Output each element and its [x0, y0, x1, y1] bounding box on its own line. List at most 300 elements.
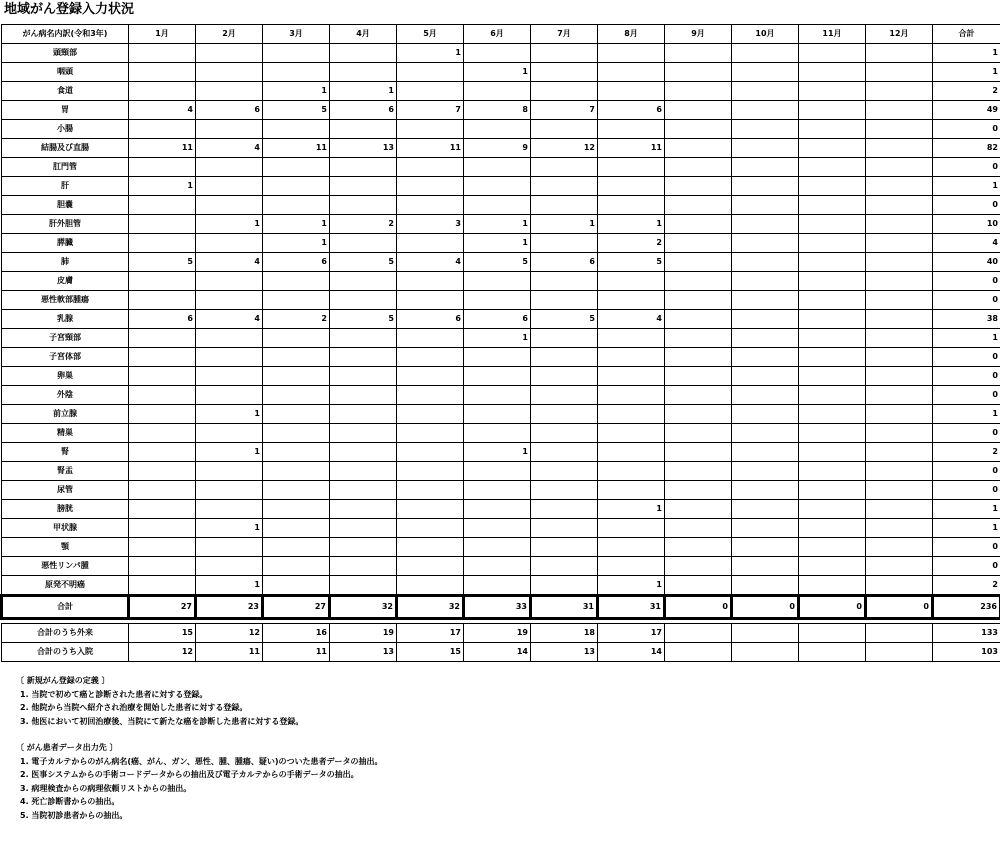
- month-cell: [531, 158, 598, 177]
- month-cell: [799, 120, 866, 139]
- month-cell: [531, 272, 598, 291]
- row-total-cell: 0: [933, 424, 1000, 443]
- month-cell: [598, 405, 665, 424]
- table-row: [2, 234, 1000, 253]
- month-cell: [129, 576, 196, 596]
- month-cell: 6: [196, 101, 263, 120]
- month-cell: [866, 367, 933, 386]
- month-cell: [866, 63, 933, 82]
- month-cell: [129, 500, 196, 519]
- month-cell: [732, 500, 799, 519]
- month-cell: [129, 405, 196, 424]
- month-cell: [799, 329, 866, 348]
- month-cell: [129, 291, 196, 310]
- row-label: 悪性軟部腫瘍: [2, 291, 129, 310]
- table-row: [2, 462, 1000, 481]
- month-cell: [598, 367, 665, 386]
- month-cell: [330, 538, 397, 557]
- row-label: 小腸: [2, 120, 129, 139]
- row-total-cell: 1: [933, 63, 1000, 82]
- month-cell: [464, 367, 531, 386]
- month-cell: [330, 291, 397, 310]
- row-label: 子宮体部: [2, 348, 129, 367]
- row-label: 膵臓: [2, 234, 129, 253]
- month-cell: [196, 557, 263, 576]
- month-cell: [531, 462, 598, 481]
- row-total-cell: 0: [933, 386, 1000, 405]
- row-label: 外陰: [2, 386, 129, 405]
- month-cell: 17: [397, 624, 464, 643]
- month-cell: 19: [330, 624, 397, 643]
- month-cell: [665, 443, 732, 462]
- definition-item: 1. 当院で初めて癌と診断された患者に対する登録。: [20, 689, 208, 699]
- month-cell: [799, 405, 866, 424]
- month-cell: 6: [330, 101, 397, 120]
- row-label: 乳腺: [2, 310, 129, 329]
- month-cell: [598, 82, 665, 101]
- month-cell: 4: [397, 253, 464, 272]
- month-cell: [799, 234, 866, 253]
- month-cell: [464, 158, 531, 177]
- row-label: 甲状腺: [2, 519, 129, 538]
- month-cell: [263, 177, 330, 196]
- month-cell: [263, 158, 330, 177]
- month-cell: [531, 500, 598, 519]
- row-total-cell: 0: [933, 538, 1000, 557]
- month-cell: [598, 291, 665, 310]
- month-cell: 2: [598, 234, 665, 253]
- row-label: 腎盂: [2, 462, 129, 481]
- month-cell: [531, 234, 598, 253]
- table-row: [2, 310, 1000, 329]
- month-cell: [866, 82, 933, 101]
- month-cell: [598, 386, 665, 405]
- month-cell: [866, 215, 933, 234]
- month-cell: [598, 557, 665, 576]
- month-cell: [330, 120, 397, 139]
- month-cell: [531, 291, 598, 310]
- month-cell: [665, 139, 732, 158]
- month-cell: 4: [598, 310, 665, 329]
- row-total-cell: 1: [933, 519, 1000, 538]
- month-cell: [665, 643, 732, 662]
- row-label: 食道: [2, 82, 129, 101]
- month-cell: [665, 500, 732, 519]
- month-cell: 2: [263, 310, 330, 329]
- month-cell: [866, 196, 933, 215]
- month-cell: [397, 386, 464, 405]
- month-cell: 6: [263, 253, 330, 272]
- row-label: 皮膚: [2, 272, 129, 291]
- month-cell: [866, 443, 933, 462]
- month-cell: [263, 576, 330, 596]
- month-cell: [665, 82, 732, 101]
- month-cell: 17: [598, 624, 665, 643]
- month-cell: [866, 462, 933, 481]
- month-cell: [129, 120, 196, 139]
- table-row: [2, 215, 1000, 234]
- month-cell: 23: [196, 596, 263, 619]
- month-cell: [129, 519, 196, 538]
- month-cell: [799, 272, 866, 291]
- column-header: 5月: [397, 25, 464, 44]
- month-cell: 4: [196, 253, 263, 272]
- month-cell: 1: [464, 329, 531, 348]
- column-header: 3月: [263, 25, 330, 44]
- month-cell: [732, 234, 799, 253]
- month-cell: [598, 538, 665, 557]
- month-cell: [531, 63, 598, 82]
- month-cell: 14: [598, 643, 665, 662]
- month-cell: [397, 443, 464, 462]
- month-cell: [531, 348, 598, 367]
- month-cell: [732, 120, 799, 139]
- month-cell: [129, 272, 196, 291]
- month-cell: [665, 481, 732, 500]
- month-cell: [866, 576, 933, 596]
- month-cell: [196, 272, 263, 291]
- row-label: 咽頭: [2, 63, 129, 82]
- month-cell: [665, 624, 732, 643]
- month-cell: 1: [196, 519, 263, 538]
- month-cell: [330, 177, 397, 196]
- month-cell: [866, 329, 933, 348]
- month-cell: [330, 367, 397, 386]
- table-row: [2, 424, 1000, 443]
- month-cell: [330, 329, 397, 348]
- table-row: [2, 557, 1000, 576]
- definition-heading: 〔 新規がん登録の定義 〕: [16, 676, 110, 685]
- month-cell: [196, 348, 263, 367]
- column-header: 11月: [799, 25, 866, 44]
- month-cell: [866, 519, 933, 538]
- month-cell: [330, 500, 397, 519]
- month-cell: [196, 44, 263, 63]
- month-cell: 1: [129, 177, 196, 196]
- month-cell: 1: [464, 63, 531, 82]
- month-cell: [866, 424, 933, 443]
- month-cell: [665, 272, 732, 291]
- month-cell: [799, 158, 866, 177]
- month-cell: 12: [531, 139, 598, 158]
- month-cell: [397, 348, 464, 367]
- row-label: 結腸及び直腸: [2, 139, 129, 158]
- month-cell: [732, 291, 799, 310]
- page-title: 地域がん登録入力状況: [4, 2, 135, 17]
- month-cell: [732, 329, 799, 348]
- column-header: 1月: [129, 25, 196, 44]
- month-cell: 16: [263, 624, 330, 643]
- month-cell: [196, 424, 263, 443]
- month-cell: 32: [330, 596, 397, 619]
- column-header: 6月: [464, 25, 531, 44]
- month-cell: [598, 44, 665, 63]
- month-cell: [866, 44, 933, 63]
- row-total-cell: 1: [933, 500, 1000, 519]
- cancer-registry-table: [0, 24, 1000, 662]
- month-cell: [732, 538, 799, 557]
- month-cell: 14: [464, 643, 531, 662]
- month-cell: [397, 424, 464, 443]
- month-cell: [665, 120, 732, 139]
- month-cell: 27: [263, 596, 330, 619]
- row-total-cell: 1: [933, 329, 1000, 348]
- month-cell: [196, 120, 263, 139]
- month-cell: [799, 576, 866, 596]
- month-cell: 1: [196, 405, 263, 424]
- month-cell: [464, 44, 531, 63]
- table-row: [2, 253, 1000, 272]
- month-cell: [665, 538, 732, 557]
- table-row: [2, 329, 1000, 348]
- month-cell: 5: [330, 310, 397, 329]
- month-cell: [732, 481, 799, 500]
- month-cell: [531, 120, 598, 139]
- month-cell: [799, 519, 866, 538]
- month-cell: 0: [732, 596, 799, 619]
- month-cell: [330, 386, 397, 405]
- month-cell: [464, 462, 531, 481]
- month-cell: [397, 177, 464, 196]
- table-row: [2, 291, 1000, 310]
- month-cell: [866, 405, 933, 424]
- month-cell: [598, 196, 665, 215]
- row-total-cell: 103: [933, 643, 1000, 662]
- month-cell: [732, 139, 799, 158]
- month-cell: [464, 348, 531, 367]
- month-cell: [531, 177, 598, 196]
- month-cell: [665, 386, 732, 405]
- table-row: [2, 44, 1000, 63]
- row-label: 悪性リンパ腫: [2, 557, 129, 576]
- month-cell: [464, 196, 531, 215]
- month-cell: [464, 272, 531, 291]
- month-cell: 1: [196, 443, 263, 462]
- month-cell: [866, 310, 933, 329]
- row-label: 頭頸部: [2, 44, 129, 63]
- month-cell: [263, 519, 330, 538]
- month-cell: [665, 329, 732, 348]
- month-cell: [330, 272, 397, 291]
- grand-total-row: [2, 596, 1000, 619]
- month-cell: [397, 557, 464, 576]
- column-header: 合計: [933, 25, 1000, 44]
- month-cell: [330, 481, 397, 500]
- table-header-row: [2, 25, 1000, 44]
- month-cell: 15: [397, 643, 464, 662]
- month-cell: [330, 44, 397, 63]
- month-cell: 13: [330, 643, 397, 662]
- month-cell: [196, 538, 263, 557]
- month-cell: [464, 576, 531, 596]
- row-total-cell: 0: [933, 158, 1000, 177]
- table-row: [2, 519, 1000, 538]
- row-label: 胃: [2, 101, 129, 120]
- month-cell: 13: [531, 643, 598, 662]
- month-cell: [196, 177, 263, 196]
- month-cell: [531, 367, 598, 386]
- month-cell: [665, 348, 732, 367]
- month-cell: [665, 291, 732, 310]
- row-label: 尿管: [2, 481, 129, 500]
- month-cell: [799, 443, 866, 462]
- table-row: [2, 481, 1000, 500]
- month-cell: [196, 291, 263, 310]
- month-cell: [598, 462, 665, 481]
- table-row: [2, 120, 1000, 139]
- month-cell: [464, 120, 531, 139]
- subtotal-row: [2, 624, 1000, 643]
- month-cell: 0: [799, 596, 866, 619]
- month-cell: [799, 291, 866, 310]
- month-cell: [263, 462, 330, 481]
- month-cell: 5: [263, 101, 330, 120]
- month-cell: 2: [330, 215, 397, 234]
- month-cell: [866, 538, 933, 557]
- month-cell: [531, 538, 598, 557]
- column-header: 10月: [732, 25, 799, 44]
- row-total-cell: 38: [933, 310, 1000, 329]
- row-label: 合計: [2, 596, 129, 619]
- month-cell: [330, 462, 397, 481]
- table-row: [2, 443, 1000, 462]
- month-cell: [129, 462, 196, 481]
- month-cell: [866, 139, 933, 158]
- month-cell: [732, 253, 799, 272]
- month-cell: [531, 576, 598, 596]
- row-label: 合計のうち外来: [2, 624, 129, 643]
- month-cell: 1: [263, 234, 330, 253]
- subtotal-row: [2, 643, 1000, 662]
- month-cell: 0: [866, 596, 933, 619]
- month-cell: [397, 63, 464, 82]
- month-cell: [799, 424, 866, 443]
- month-cell: [129, 367, 196, 386]
- month-cell: [531, 44, 598, 63]
- month-cell: [732, 310, 799, 329]
- table-row: [2, 196, 1000, 215]
- month-cell: [330, 63, 397, 82]
- table-row: [2, 538, 1000, 557]
- row-label: 卵巣: [2, 367, 129, 386]
- month-cell: [866, 272, 933, 291]
- month-cell: [531, 481, 598, 500]
- month-cell: [464, 519, 531, 538]
- month-cell: 33: [464, 596, 531, 619]
- table-row: [2, 82, 1000, 101]
- month-cell: 5: [129, 253, 196, 272]
- month-cell: [129, 196, 196, 215]
- month-cell: [665, 196, 732, 215]
- month-cell: [196, 367, 263, 386]
- column-header-category: がん病名内訳(令和3年): [2, 25, 129, 44]
- table-row: [2, 63, 1000, 82]
- column-header: 2月: [196, 25, 263, 44]
- month-cell: [196, 500, 263, 519]
- month-cell: [866, 624, 933, 643]
- month-cell: [732, 44, 799, 63]
- month-cell: [866, 481, 933, 500]
- row-total-cell: 1: [933, 44, 1000, 63]
- month-cell: 9: [464, 139, 531, 158]
- month-cell: [129, 329, 196, 348]
- row-total-cell: 0: [933, 557, 1000, 576]
- month-cell: 1: [464, 234, 531, 253]
- month-cell: [129, 234, 196, 253]
- month-cell: [397, 196, 464, 215]
- column-header: 7月: [531, 25, 598, 44]
- month-cell: [598, 329, 665, 348]
- month-cell: [598, 120, 665, 139]
- row-total-cell: 0: [933, 348, 1000, 367]
- row-label: 精巣: [2, 424, 129, 443]
- month-cell: 15: [129, 624, 196, 643]
- row-total-cell: 2: [933, 576, 1000, 596]
- month-cell: 18: [531, 624, 598, 643]
- month-cell: [330, 557, 397, 576]
- month-cell: 5: [464, 253, 531, 272]
- month-cell: [799, 177, 866, 196]
- month-cell: [196, 63, 263, 82]
- source-heading: 〔 がん患者データ出力先 〕: [16, 743, 118, 752]
- month-cell: [531, 519, 598, 538]
- row-total-cell: 0: [933, 196, 1000, 215]
- row-total-cell: 0: [933, 272, 1000, 291]
- month-cell: [665, 367, 732, 386]
- month-cell: [732, 348, 799, 367]
- month-cell: [263, 481, 330, 500]
- month-cell: [732, 405, 799, 424]
- column-header: 4月: [330, 25, 397, 44]
- month-cell: [732, 386, 799, 405]
- month-cell: [866, 120, 933, 139]
- month-cell: [397, 576, 464, 596]
- month-cell: 11: [129, 139, 196, 158]
- month-cell: [531, 405, 598, 424]
- month-cell: 5: [330, 253, 397, 272]
- month-cell: [129, 481, 196, 500]
- month-cell: [397, 462, 464, 481]
- month-cell: [330, 405, 397, 424]
- month-cell: [598, 158, 665, 177]
- month-cell: [397, 158, 464, 177]
- month-cell: [330, 443, 397, 462]
- month-cell: [464, 291, 531, 310]
- month-cell: 1: [263, 215, 330, 234]
- month-cell: [665, 177, 732, 196]
- month-cell: [799, 44, 866, 63]
- row-label: 肛門管: [2, 158, 129, 177]
- table-row: [2, 101, 1000, 120]
- row-total-cell: 1: [933, 177, 1000, 196]
- month-cell: [263, 500, 330, 519]
- month-cell: [732, 367, 799, 386]
- month-cell: 7: [531, 101, 598, 120]
- month-cell: [464, 405, 531, 424]
- month-cell: 1: [464, 215, 531, 234]
- month-cell: [732, 63, 799, 82]
- row-total-cell: 1: [933, 405, 1000, 424]
- month-cell: [397, 500, 464, 519]
- month-cell: 1: [531, 215, 598, 234]
- month-cell: 1: [598, 576, 665, 596]
- month-cell: [263, 538, 330, 557]
- month-cell: 11: [263, 139, 330, 158]
- month-cell: [263, 329, 330, 348]
- row-label: 腎: [2, 443, 129, 462]
- month-cell: 31: [598, 596, 665, 619]
- table-body: [2, 44, 1000, 662]
